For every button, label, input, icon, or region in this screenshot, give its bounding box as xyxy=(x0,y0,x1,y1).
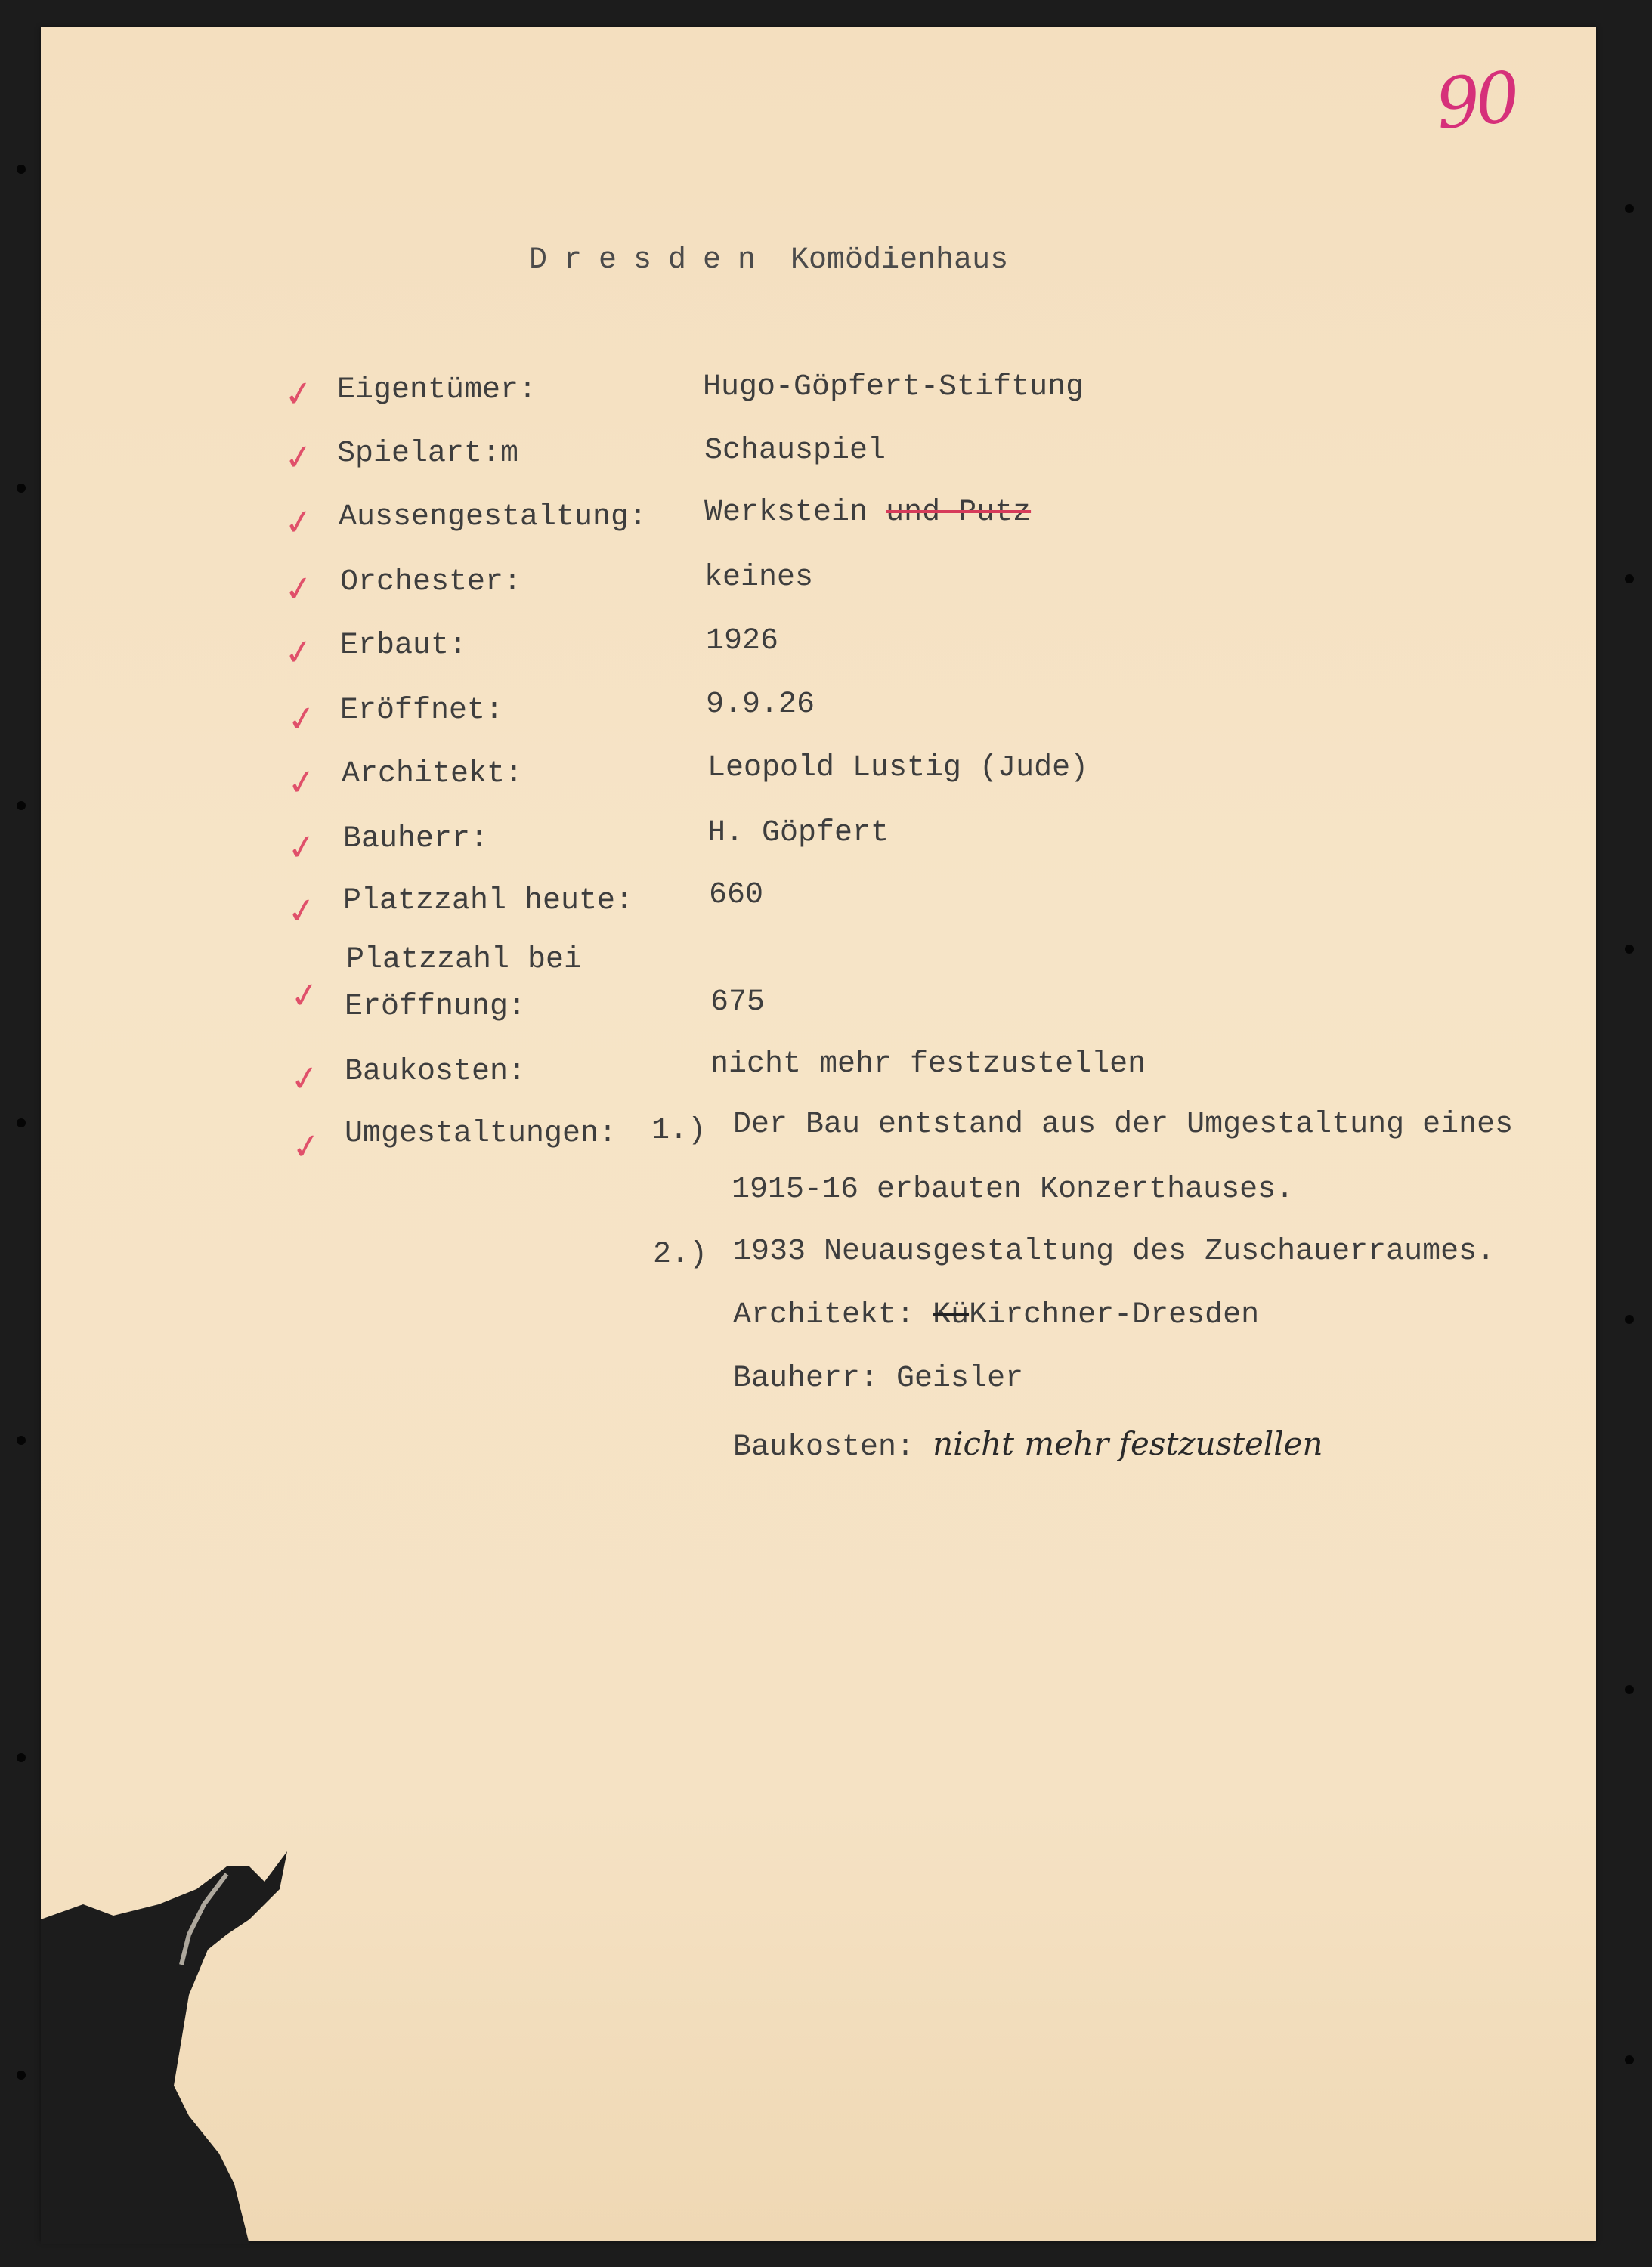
field-label-architect: Architekt: xyxy=(342,757,524,791)
field-label-genre: Spielart:m xyxy=(337,437,519,471)
field-label-builder: Bauherr: xyxy=(343,822,489,856)
field-value-owner: Hugo-Göpfert-Stiftung xyxy=(703,370,1084,404)
page-title xyxy=(529,243,1008,277)
page-number-annotation: 90 xyxy=(1431,56,1520,146)
alteration-2-builder xyxy=(733,1362,1023,1396)
check-mark: ✓ xyxy=(289,1124,324,1169)
field-label-seats-today: Platzzahl heute: xyxy=(343,884,634,918)
field-value-orchestra: keines xyxy=(704,561,814,595)
alteration-2-builder-label: Bauherr: xyxy=(733,1362,879,1396)
check-mark: ✓ xyxy=(287,973,323,1018)
alteration-1-line2: 1915-16 erbauten Konzerthauses. xyxy=(732,1173,1295,1207)
alteration-2-architect-struck: Kü xyxy=(933,1298,970,1332)
field-label-built: Erbaut: xyxy=(340,629,468,663)
binder-hole xyxy=(1625,1685,1634,1694)
field-value-seats-opening: 675 xyxy=(710,985,766,1019)
binder-hole xyxy=(17,1436,26,1445)
field-value-built: 1926 xyxy=(706,624,779,658)
alteration-2-architect xyxy=(733,1298,1259,1332)
alteration-1-number: 1.) xyxy=(651,1114,707,1148)
field-value-opened: 9.9.26 xyxy=(706,688,815,722)
field-value-seats-today: 660 xyxy=(709,878,764,912)
check-mark: ✓ xyxy=(281,629,317,675)
alteration-2-cost xyxy=(733,1425,1323,1464)
check-mark: ✓ xyxy=(281,435,317,480)
alteration-2-architect-value: Kirchner-Dresden xyxy=(969,1298,1260,1332)
field-label-opened: Eröffnet: xyxy=(340,694,504,728)
check-mark: ✓ xyxy=(284,759,320,805)
field-value-architect: Leopold Lustig (Jude) xyxy=(707,751,1089,785)
field-label-owner: Eigentümer: xyxy=(337,373,537,407)
binder-hole xyxy=(17,165,26,174)
check-mark: ✓ xyxy=(284,696,320,741)
field-label-cost: Baukosten: xyxy=(345,1055,527,1089)
check-mark: ✓ xyxy=(281,371,317,416)
field-label-orchestra: Orchester: xyxy=(340,565,522,599)
title-city: Dresden xyxy=(529,243,773,277)
field-value-cost: nicht mehr festzustellen xyxy=(710,1047,1146,1081)
binder-hole xyxy=(17,801,26,810)
alteration-2-number: 2.) xyxy=(653,1238,708,1272)
check-mark: ✓ xyxy=(281,499,317,545)
alteration-2-cost-handwritten: nicht mehr festzustellen xyxy=(933,1425,1323,1462)
binder-hole xyxy=(17,1753,26,1762)
binder-hole xyxy=(1625,574,1634,583)
check-mark: ✓ xyxy=(284,824,320,870)
check-mark: ✓ xyxy=(287,1056,323,1101)
field-value-exterior xyxy=(704,496,1031,530)
alteration-2-cost-label: Baukosten: xyxy=(733,1430,915,1464)
binder-hole xyxy=(1625,2055,1634,2064)
check-mark: ✓ xyxy=(284,888,320,933)
binder-hole xyxy=(1625,945,1634,954)
alteration-2-architect-label: Architekt: xyxy=(733,1298,915,1332)
check-mark: ✓ xyxy=(281,566,317,611)
field-label-exterior: Aussengestaltung: xyxy=(339,500,648,534)
field-label-seats-opening-line1: Platzzahl bei xyxy=(346,943,583,977)
field-value-builder: H. Göpfert xyxy=(707,816,889,850)
title-venue: Komödienhaus xyxy=(790,243,1009,277)
alteration-2-line1: 1933 Neuausgestaltung des Zuschauerraumes. xyxy=(733,1235,1496,1269)
alteration-2-builder-value: Geisler xyxy=(896,1362,1024,1396)
binder-hole xyxy=(17,1118,26,1127)
binder-hole xyxy=(17,2071,26,2080)
field-label-seats-opening-line2: Eröffnung: xyxy=(345,990,527,1024)
exterior-value: Werkstein xyxy=(704,496,868,530)
field-value-genre: Schauspiel xyxy=(704,434,886,468)
alteration-1-line1: Der Bau entstand aus der Umgestaltung eines xyxy=(733,1108,1514,1142)
exterior-struck-text: und Putz xyxy=(886,496,1032,530)
binder-hole xyxy=(1625,1315,1634,1324)
alterations-label: Umgestaltungen: xyxy=(345,1117,617,1151)
binder-hole xyxy=(1625,204,1634,213)
binder-hole xyxy=(17,484,26,493)
